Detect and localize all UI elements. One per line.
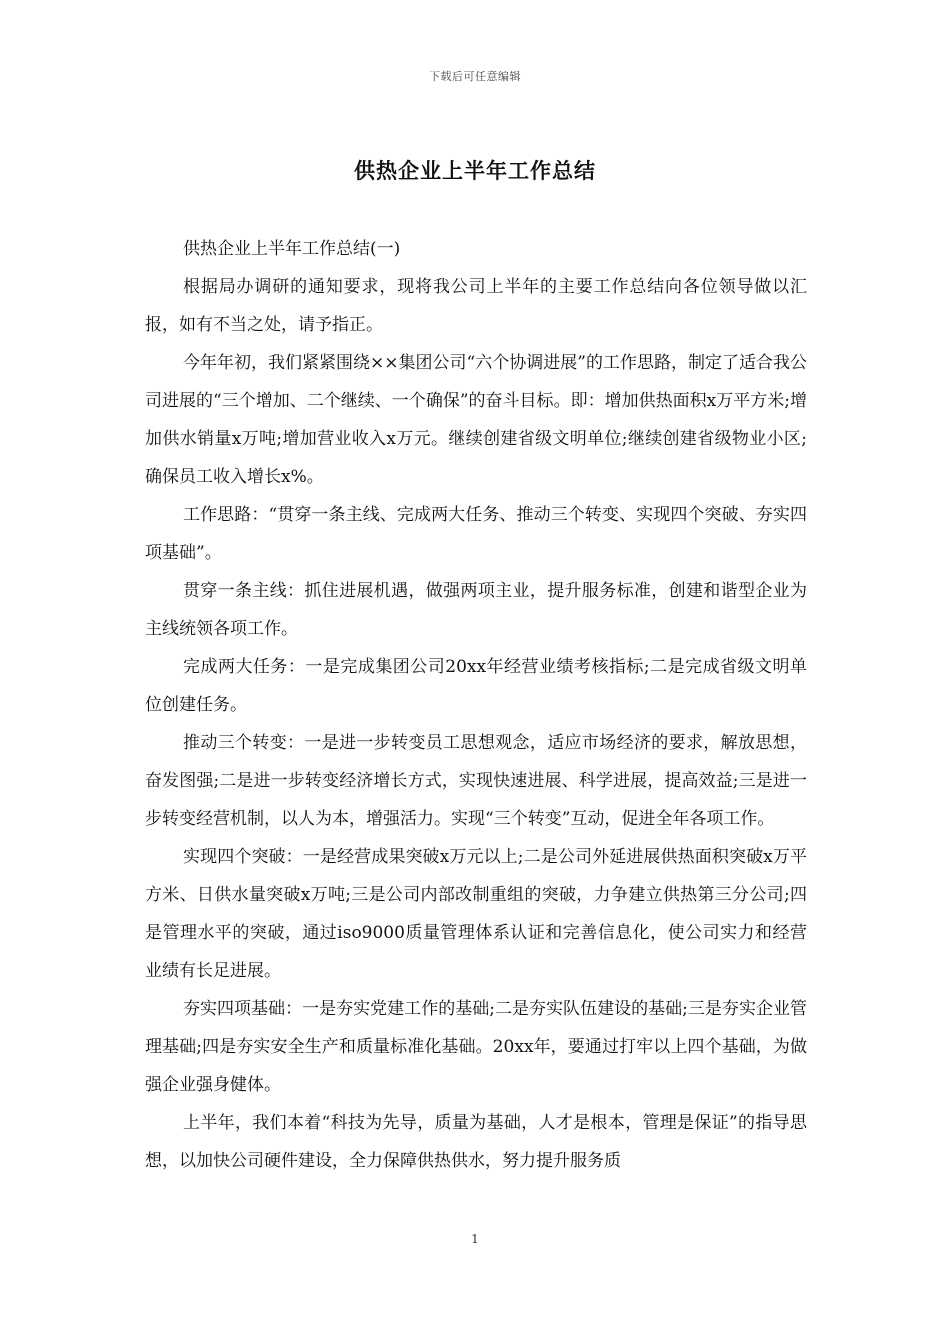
- paragraph: 根据局办调研的通知要求，现将我公司上半年的主要工作总结向各位领导做以汇报，如有不当之处，请予指正。: [145, 277, 807, 335]
- paragraph-subtitle: 供热企业上半年工作总结(一): [183, 239, 401, 259]
- header-note: 下载后可任意编辑: [429, 70, 521, 83]
- paragraph: 上半年，我们本着“科技为先导，质量为基础，人才是根本，管理是保证”的指导思想，以加快公司硬件建设，全力保障供热供水，努力提升服务质: [145, 1113, 807, 1171]
- document-body: [145, 230, 807, 1180]
- paragraph: 实现四个突破：一是经营成果突破x万元以上;二是公司外延进展供热面积突破x万平方米、日供水量突破x万吨;三是公司内部改制重组的突破，力争建立供热第三分公司;四是管理水平的突破，通过iso9000质量管理体系认证和完善信息化，使公司实力和经营业绩有长足进展。: [145, 847, 807, 981]
- paragraph: 贯穿一条主线：抓住进展机遇，做强两项主业，提升服务标准，创建和谐型企业为主线统领各项工作。: [145, 581, 807, 639]
- paragraph: 完成两大任务：一是完成集团公司20xx年经营业绩考核指标;二是完成省级文明单位创建任务。: [145, 657, 807, 715]
- document-title: 供热企业上半年工作总结: [354, 158, 596, 183]
- page-number: 1: [471, 1232, 479, 1246]
- paragraph: 推动三个转变：一是进一步转变员工思想观念，适应市场经济的要求，解放思想，奋发图强;二是进一步转变经济增长方式，实现快速进展、科学进展，提高效益;三是进一步转变经营机制，以人为本，增强活力。实现“三个转变”互动，促进全年各项工作。: [145, 733, 807, 829]
- paragraph: 夯实四项基础：一是夯实党建工作的基础;二是夯实队伍建设的基础;三是夯实企业管理基础;四是夯实安全生产和质量标准化基础。20xx年，要通过打牢以上四个基础，为做强企业强身健体。: [145, 999, 807, 1095]
- paragraph: 工作思路：“贯穿一条主线、完成两大任务、推动三个转变、实现四个突破、夯实四项基础”。: [145, 505, 807, 563]
- paragraph: 今年年初，我们紧紧围绕××集团公司“六个协调进展”的工作思路，制定了适合我公司进展的“三个增加、二个继续、一个确保”的奋斗目标。即：增加供热面积x万平方米;增加供水销量x万吨;增加营业收入x万元。继续创建省级文明单位;继续创建省级物业小区;确保员工收入增长x%。: [145, 353, 807, 487]
